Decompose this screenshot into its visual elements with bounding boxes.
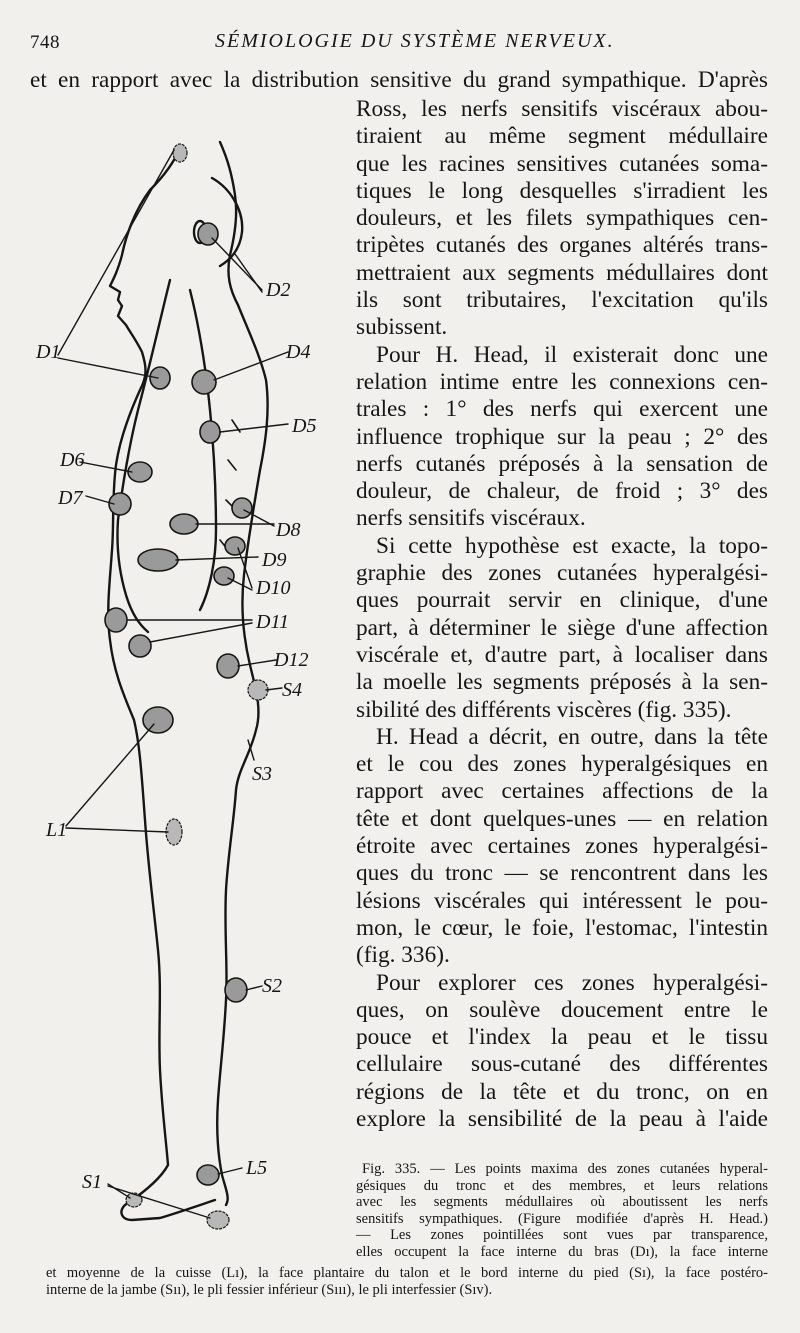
text-line: ils sont tributaires, l'excitation qu'ils bbox=[356, 287, 768, 314]
text-line: douleurs, et les filets sympathiques cen- bbox=[356, 205, 768, 232]
text-line: H. Head a décrit, en outre, dans la tête bbox=[376, 723, 768, 750]
text-line: étroite avec certaines zones hyperalgési- bbox=[356, 833, 768, 860]
caption-line: interne de la jambe (Sıı), le pli fessier inférieur (Sııı), le pli interfessier (Sıv). bbox=[46, 1281, 493, 1298]
zone-D8a bbox=[170, 514, 198, 534]
body-first-line: et en rapport avec la distribution sensitive du grand sympathique. D'après bbox=[30, 67, 768, 93]
text-line: influence trophique sur la peau ; 2° des bbox=[356, 423, 768, 450]
text-line: régions de la tête et du tronc, on en bbox=[356, 1078, 768, 1105]
label-D4: D4 bbox=[286, 341, 311, 363]
text-line: et le cou des zones hyperalgésiques en bbox=[356, 751, 768, 778]
zone-D10a bbox=[225, 537, 245, 555]
text-line: subissent. bbox=[356, 314, 448, 341]
front-body-contour bbox=[108, 148, 215, 1220]
zone-D12b bbox=[217, 654, 239, 678]
label-S1: S1 bbox=[82, 1171, 102, 1193]
text-line: Pour explorer ces zones hyperalgési- bbox=[376, 969, 768, 996]
caption-line: elles occupent la face interne du bras (Dı), la face interne bbox=[356, 1243, 768, 1260]
figure-caption bbox=[356, 1161, 768, 1261]
dotted-zones bbox=[126, 144, 268, 1229]
arm-back-contour bbox=[190, 290, 216, 610]
running-title: SÉMIOLOGIE DU SYSTÈME NERVEUX. bbox=[215, 30, 615, 52]
label-D11: D11 bbox=[256, 611, 289, 633]
label-D1: D1 bbox=[36, 341, 61, 363]
dotted-zone-S4 bbox=[248, 680, 268, 700]
dotted-zone-S1b bbox=[207, 1211, 229, 1229]
text-line: part, à déterminer le siège d'une affection bbox=[356, 614, 768, 641]
zone-D12a bbox=[129, 635, 151, 657]
caption-line: sensitifs sympathiques. (Figure modifiée d'après H. Head.) bbox=[356, 1210, 768, 1227]
zone-L1 bbox=[143, 707, 173, 733]
body-text-column bbox=[356, 96, 768, 1133]
label-D8: D8 bbox=[276, 519, 301, 541]
text-line: Ross, les nerfs sensitifs viscéraux abou- bbox=[356, 96, 768, 122]
text-line: viscérale et, d'autre part, à localiser dans bbox=[356, 641, 768, 668]
label-D10: D10 bbox=[256, 577, 291, 599]
text-line: Si cette hypothèse est exacte, la topo- bbox=[376, 532, 768, 559]
label-L5: L5 bbox=[246, 1157, 268, 1179]
zone-D11 bbox=[105, 608, 127, 632]
label-D12: D12 bbox=[274, 649, 309, 671]
label-S2: S2 bbox=[262, 975, 282, 997]
zone-D9 bbox=[138, 549, 178, 571]
text-line: que les racines sensitives cutanées soma- bbox=[356, 150, 768, 177]
label-S4: S4 bbox=[282, 679, 302, 701]
text-line: mettraient aux segments médullaires dont bbox=[356, 259, 768, 286]
zone-D5 bbox=[200, 421, 220, 443]
text-line: la moelle les segments préposés à la sen- bbox=[356, 669, 768, 696]
caption-line: avec les segments médullaires où aboutissent les nerfs bbox=[356, 1194, 768, 1211]
figure-335 bbox=[30, 120, 360, 1235]
text-line: tiques le long desquelles s'irradient les bbox=[356, 177, 768, 204]
label-D9: D9 bbox=[262, 549, 287, 571]
text-line: explore la sensibilité de la peau à l'aide bbox=[356, 1105, 768, 1132]
text-line: tiraient au même segment médullaire bbox=[356, 123, 768, 150]
text-line: ques du tronc — se rencontrent dans les bbox=[356, 860, 768, 887]
text-line: tête et dont quelques-unes — en relation bbox=[356, 805, 768, 832]
caption-line: Fig. 335. — Les points maxima des zones cutanées hyperal- bbox=[362, 1161, 768, 1177]
arm-contour bbox=[117, 280, 170, 632]
label-S3: S3 bbox=[252, 763, 272, 785]
figure-caption-continuation bbox=[46, 1265, 768, 1298]
label-D2: D2 bbox=[266, 279, 291, 301]
text-line: nerfs cutanés préposés à la sensation de bbox=[356, 450, 768, 477]
zone-S2 bbox=[225, 978, 247, 1002]
text-line: ques pourrait servir en clinique, d'une bbox=[356, 587, 768, 614]
zone-D10b bbox=[214, 567, 234, 585]
label-D5: D5 bbox=[292, 415, 317, 437]
caption-line: — Les zones pointillées sont vues par transparence, bbox=[356, 1227, 768, 1244]
text-line: Pour H. Head, il existerait donc une bbox=[376, 341, 768, 368]
text-line: relation intime entre les connexions cen- bbox=[356, 368, 768, 395]
text-line: trales : 1° des nerfs qui exercent une bbox=[356, 396, 768, 423]
text-line: mon, le cœur, le foie, l'estomac, l'intestin bbox=[356, 914, 768, 941]
caption-line: gésiques du tronc et des membres, et leurs relations bbox=[356, 1177, 768, 1194]
text-line: nerfs sensitifs viscéraux. bbox=[356, 505, 586, 532]
zone-D8b bbox=[232, 498, 252, 518]
text-line: pouce et l'index la peau et le tissu bbox=[356, 1024, 768, 1051]
dotted-zone-head bbox=[173, 144, 187, 162]
text-line: ques, on soulève doucement entre le bbox=[356, 996, 768, 1023]
caption-line: et moyenne de la cuisse (Lı), la face plantaire du talon et le bord interne du pied (Sı), la face postéro- bbox=[46, 1265, 768, 1281]
text-line: rapport avec certaines affections de la bbox=[356, 778, 768, 805]
body-outline-illustration bbox=[30, 120, 360, 1235]
zone-D4 bbox=[192, 370, 216, 394]
dotted-zone-S1a bbox=[126, 1193, 142, 1207]
zone-D1 bbox=[150, 367, 170, 389]
zone-L5 bbox=[197, 1165, 219, 1185]
text-line: lésions viscérales qui intéressent le pou- bbox=[356, 887, 768, 914]
text-line: tripètes cutanés des organes altérés trans- bbox=[356, 232, 768, 259]
label-D7: D7 bbox=[58, 487, 83, 509]
text-line: cellulaire sous-cutané des différentes bbox=[356, 1051, 768, 1078]
label-D6: D6 bbox=[60, 449, 85, 471]
text-line: (fig. 336). bbox=[356, 942, 450, 969]
label-L1: L1 bbox=[46, 819, 68, 841]
text-line: graphie des zones cutanées hyperalgési- bbox=[356, 560, 768, 587]
text-line: sibilité des différents viscères (fig. 335). bbox=[356, 696, 732, 723]
text-line: douleur, de chaleur, de froid ; 3° des bbox=[356, 478, 768, 505]
spine-marks bbox=[220, 420, 240, 550]
page-number: 748 bbox=[30, 32, 60, 53]
